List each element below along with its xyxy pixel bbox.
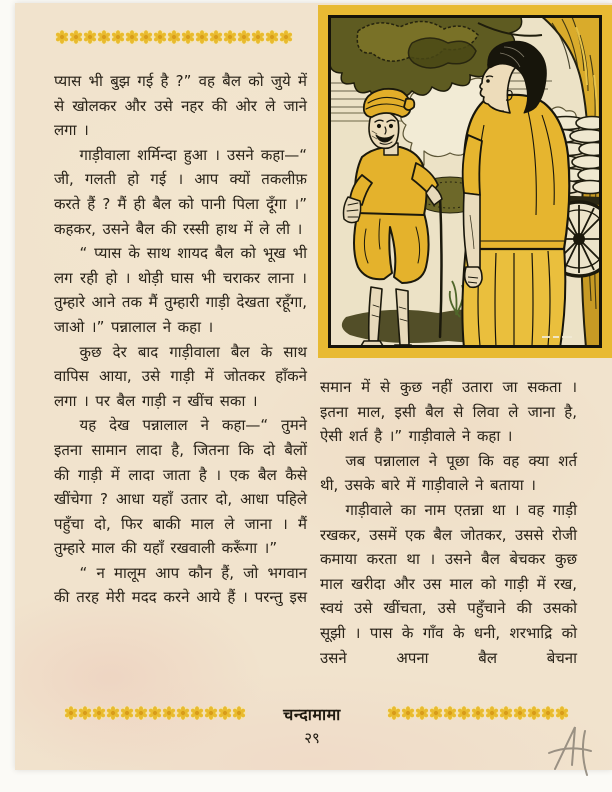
text-column-left <box>54 69 307 610</box>
story-paragraph: गाड़ीवाला शर्मिन्दा हुआ । उसने कहा—“ जी, गलती हो गई । आप क्यों तकलीफ़ करते हैं ? मैं ही बैल को पानी पिला दूँगा ।” कहकर, उसने बैल की रस्सी हाथ में ले ली । <box>54 145 307 238</box>
illustration-artwork <box>328 15 602 348</box>
magazine-page <box>15 3 612 770</box>
flower-ornament-icon <box>176 706 190 720</box>
story-paragraph: कुछ देर बाद गाड़ीवाला बैल के साथ वापिस आया, उसे गाड़ी में जोतकर हाँकने लगा । पर बैल गाड़ी न खींच सका । <box>54 342 307 410</box>
flower-ornament-icon <box>204 706 218 720</box>
flower-ornament-icon <box>218 706 232 720</box>
flower-ornament-icon <box>167 30 181 44</box>
flower-ornament-icon <box>499 706 513 720</box>
text-column-right <box>320 375 577 670</box>
flower-ornament-icon <box>541 706 555 720</box>
story-illustration <box>318 5 612 358</box>
flower-ornament-icon <box>415 706 429 720</box>
page-number: २९ <box>304 729 320 747</box>
flower-ornament-icon <box>69 30 83 44</box>
flower-ornament-icon <box>64 706 78 720</box>
story-paragraph: जब पन्नालाल ने पूछा कि वह क्या शर्त थी, उसके बारे में गाड़ीवाले ने बताया । <box>320 451 577 495</box>
story-paragraph: समान में से कुछ नहीं उतारा जा सकता । इतना माल, इसी बैल से लिवा ले जाना है, ऐसी शर्त है ।” गाड़ीवाले ने कहा । <box>320 378 577 446</box>
flower-ornament-icon <box>139 30 153 44</box>
pencil-scribble <box>543 721 605 783</box>
flower-ornament-icon <box>153 30 167 44</box>
flower-ornament-icon <box>237 30 251 44</box>
ornament-row-bottom-right <box>387 706 569 720</box>
flower-ornament-icon <box>457 706 471 720</box>
flower-ornament-icon <box>387 706 401 720</box>
flower-ornament-icon <box>265 30 279 44</box>
flower-ornament-icon <box>485 706 499 720</box>
story-paragraph: “ प्यास के साथ शायद बैल को भूख भी लग रही हो । थोड़ी घास भी चराकर लाना । तुम्हारे आने तक मैं तुम्हारी गाड़ी देखता रहूँगा, जाओ ।” पन्नालाल ने कहा । <box>54 244 307 336</box>
flower-ornament-icon <box>232 706 246 720</box>
publication-title: चन्दामामा <box>283 705 341 724</box>
flower-ornament-icon <box>527 706 541 720</box>
flower-ornament-icon <box>55 30 69 44</box>
ornament-row-bottom-left <box>64 706 246 720</box>
flower-ornament-icon <box>78 706 92 720</box>
flower-ornament-icon <box>134 706 148 720</box>
flower-ornament-icon <box>555 706 569 720</box>
flower-ornament-icon <box>209 30 223 44</box>
story-paragraph: गाड़ीवाले का नाम एतन्ना था । वह गाड़ी रखकर, उसमें एक बैल जोतकर, उससे रोजी कमाया करता था । उसने बैल बेचकर कुछ माल खरीदा और उस माल को गाड़ी में रख, स्वयं उसे खींचता, उसे पहुँचाने की उसको सूझी । पास के गाँव के धनी, शरभाद्रि को उसने अपना बैल बेचना <box>320 500 577 667</box>
flower-ornament-icon <box>471 706 485 720</box>
flower-ornament-icon <box>195 30 209 44</box>
flower-ornament-icon <box>190 706 204 720</box>
flower-ornament-icon <box>162 706 176 720</box>
flower-ornament-icon <box>251 30 265 44</box>
flower-ornament-icon <box>181 30 195 44</box>
flower-ornament-icon <box>83 30 97 44</box>
flower-ornament-icon <box>279 30 293 44</box>
flower-ornament-icon <box>97 30 111 44</box>
story-paragraph: यह देख पन्नालाल ने कहा—“ तुमने इतना सामान लादा है, जितना कि दो बैलों की गाड़ी में लादा जाता है । एक बैल कैसे खींचेगा ? आधा यहाँ उतार दो, आधा पहिले पहुँचा दो, फिर बाकी माल ले जाना । मैं तुम्हारे माल की यहाँ रखवाली करूँगा ।” <box>54 416 307 558</box>
flower-ornament-icon <box>401 706 415 720</box>
flower-ornament-icon <box>92 706 106 720</box>
hanging-arm <box>464 193 481 271</box>
flower-ornament-icon <box>106 706 120 720</box>
ornament-row-top <box>55 30 293 44</box>
flower-ornament-icon <box>111 30 125 44</box>
flower-ornament-icon <box>120 706 134 720</box>
flower-ornament-icon <box>443 706 457 720</box>
flower-ornament-icon <box>513 706 527 720</box>
flower-ornament-icon <box>429 706 443 720</box>
flower-ornament-icon <box>148 706 162 720</box>
footer <box>251 703 373 748</box>
flower-ornament-icon <box>223 30 237 44</box>
flower-ornament-icon <box>125 30 139 44</box>
story-paragraph: प्यास भी बुझ गई है ?” वह बैल को जुये में से खोलकर और उसे नहर की ओर ले जाने लगा । <box>54 72 307 140</box>
story-paragraph: “ न मालूम आप कौन हैं, जो भगवान की तरह मेरी मदद करने आये हैं । परन्तु इस <box>54 563 307 607</box>
